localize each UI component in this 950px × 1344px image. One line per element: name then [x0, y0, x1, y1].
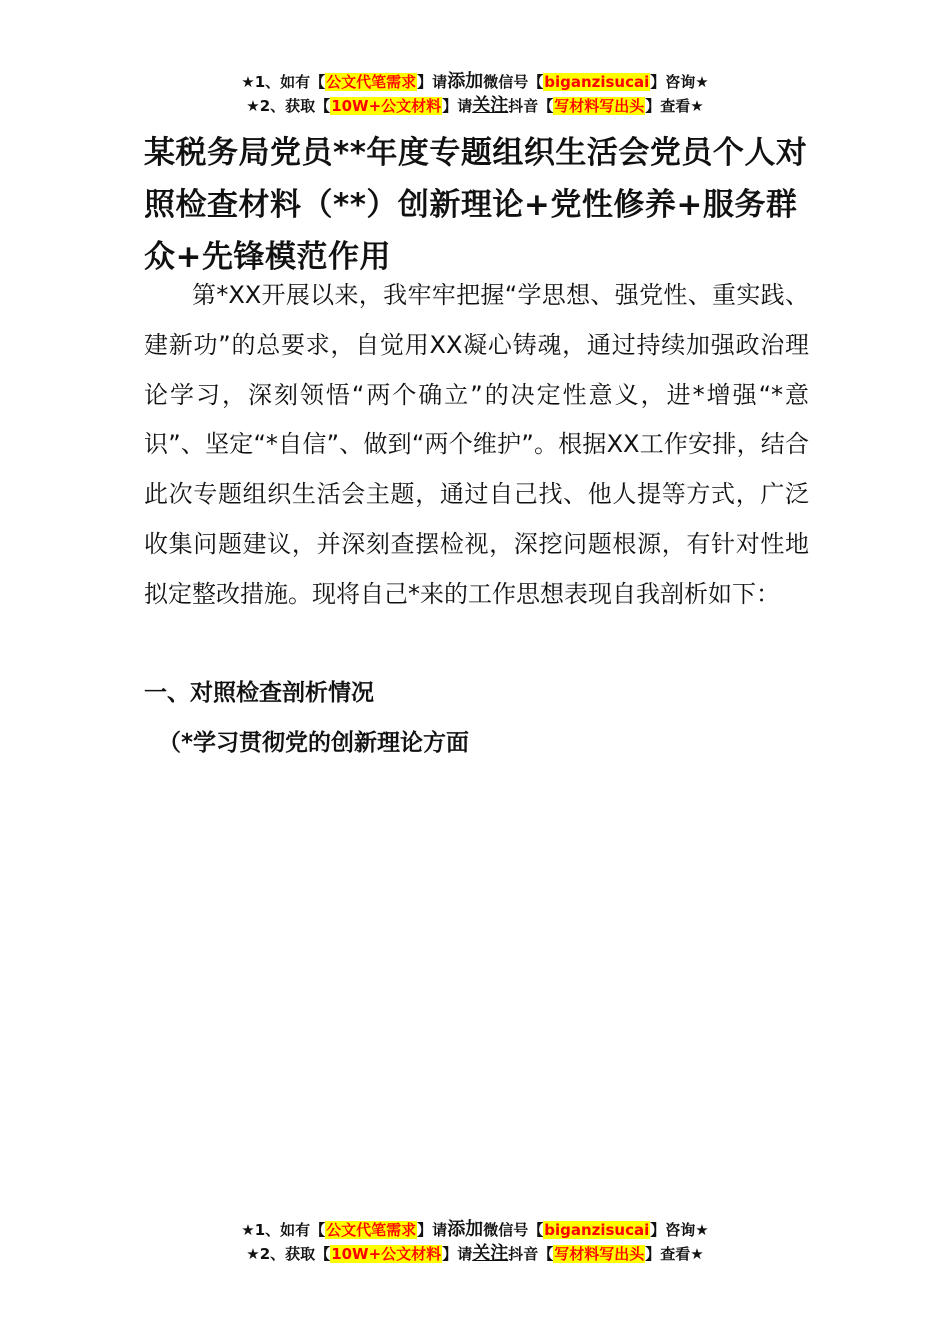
banner-line-1 — [0, 70, 950, 94]
banner-text: 】请 — [417, 73, 448, 91]
banner-text: ★2、获取【 — [246, 97, 331, 115]
subsection-heading: （*学习贯彻党的创新理论方面 — [158, 730, 470, 756]
banner-text: ★1、如有【 — [241, 1221, 326, 1239]
banner-text: 抖音【 — [508, 97, 554, 115]
banner-text: 】请 — [442, 1245, 473, 1263]
banner-text: 微信号【 — [483, 1221, 544, 1239]
banner-highlight: biganzisucai — [544, 1221, 650, 1239]
banner-line-2 — [0, 1242, 950, 1266]
banner-text: 】请 — [417, 1221, 448, 1239]
banner-highlight: biganzisucai — [544, 73, 650, 91]
banner-highlight: 写材料写出头 — [554, 97, 645, 115]
banner-line-1 — [0, 1218, 950, 1242]
banner-text: 】咨询★ — [650, 1221, 709, 1239]
banner-highlight: 写材料写出头 — [554, 1245, 645, 1263]
document-title: 某税务局党员**年度专题组织生活会党员个人对照检查材料（**）创新理论+党性修养+服务群众+先锋模范作用 — [144, 135, 808, 275]
banner-text: ★1、如有【 — [241, 73, 326, 91]
banner-line-2 — [0, 94, 950, 118]
banner-text: 】查看★ — [645, 97, 704, 115]
bottom-banner — [0, 1218, 950, 1266]
banner-text: 】请 — [442, 97, 473, 115]
banner-emphasis: 关注 — [472, 1243, 509, 1264]
banner-highlight: 公文代笔需求 — [326, 73, 417, 91]
banner-emphasis: 添加 — [447, 71, 484, 92]
banner-text: 】查看★ — [645, 1245, 704, 1263]
banner-highlight: 公文代笔需求 — [326, 1221, 417, 1239]
banner-emphasis: 添加 — [447, 1219, 484, 1240]
intro-paragraph: 第*XX开展以来，我牢牢把握“学思想、强党性、重实践、建新功”的总要求，自觉用XX凝心铸魂，通过持续加强政治理论学习，深刻领悟“两个确立”的决定性意义，进*增强“*意识”、坚定“*自信”、做到“两个维护”。根据XX工作安排，结合此次专题组织生活会主题，通过自己找、他人提等方式，广泛收集问题建议，并深刻查摆检视，深挖问题根源，有针对性地拟定整改措施。现将自己*来的工作思想表现自我剖析如下： — [144, 281, 809, 608]
banner-highlight: 10W+公文材料 — [331, 97, 442, 115]
banner-text: 微信号【 — [483, 73, 544, 91]
banner-text: 抖音【 — [508, 1245, 554, 1263]
top-banner — [0, 70, 950, 118]
banner-highlight: 10W+公文材料 — [331, 1245, 442, 1263]
banner-emphasis: 关注 — [472, 95, 509, 116]
banner-text: 】咨询★ — [650, 73, 709, 91]
banner-text: ★2、获取【 — [246, 1245, 331, 1263]
section-heading: 一、对照检查剖析情况 — [144, 680, 374, 706]
